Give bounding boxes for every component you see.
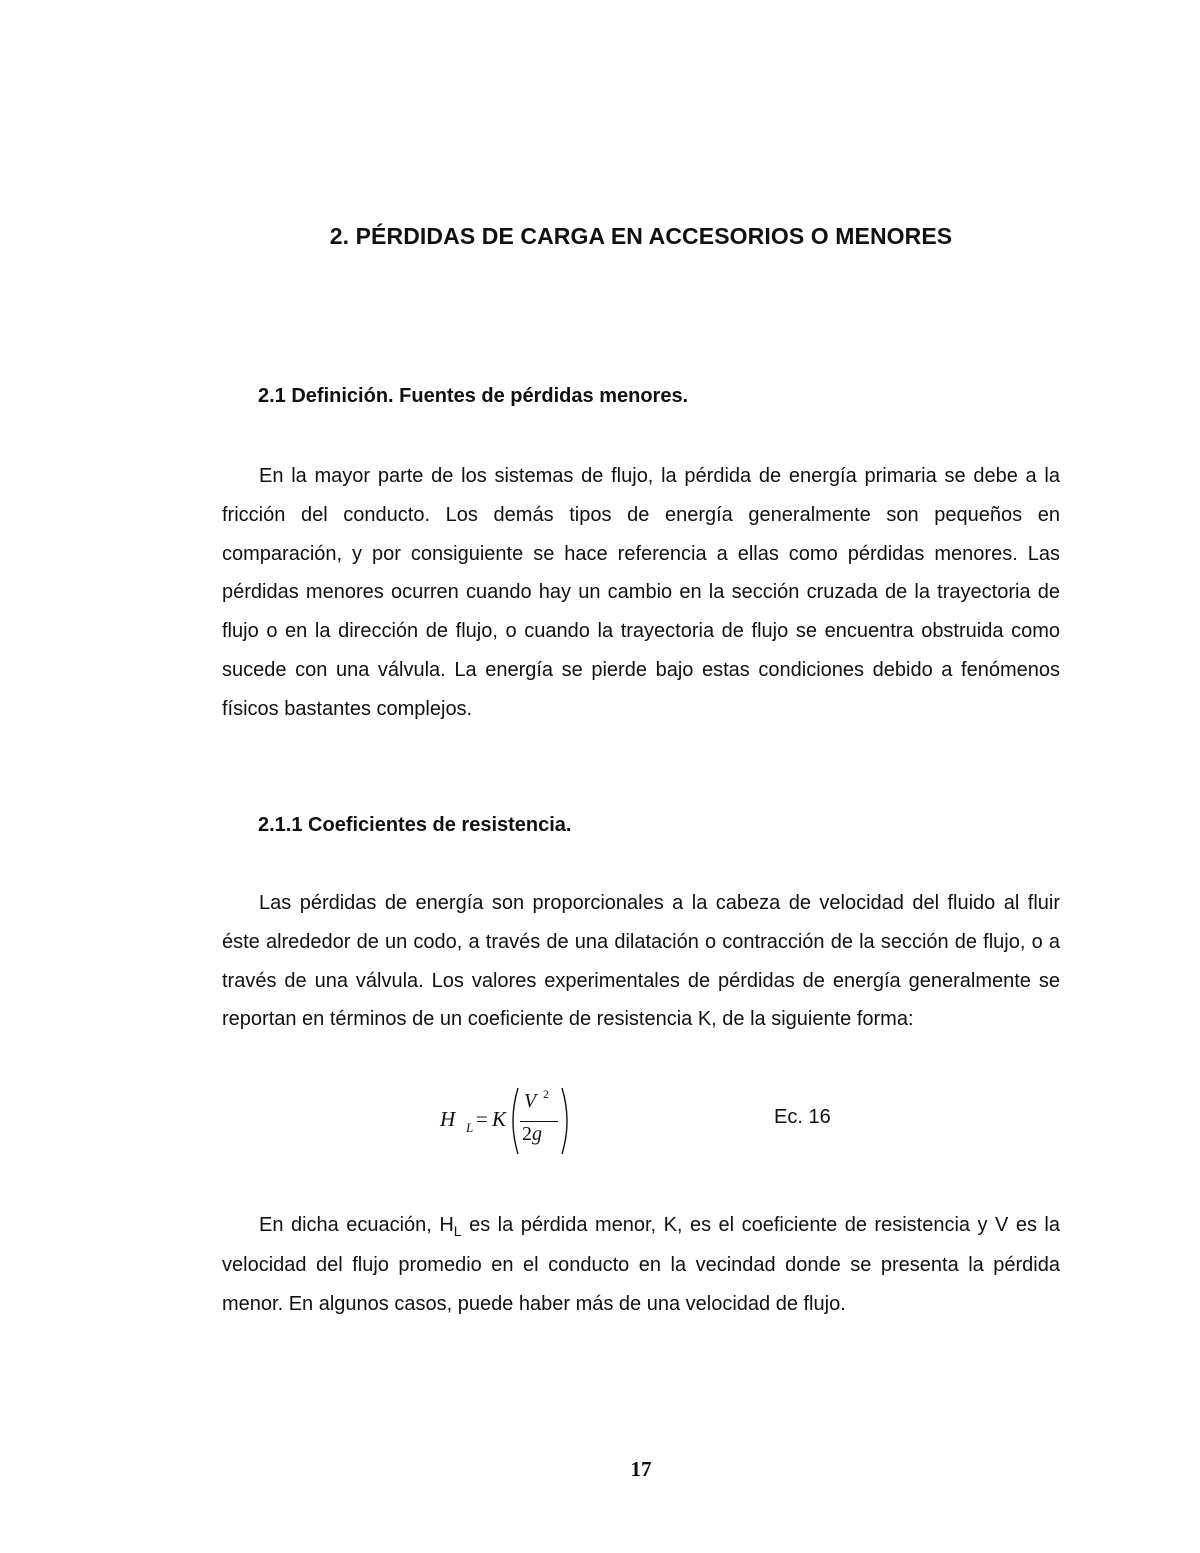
paragraph-definition [222, 457, 1060, 729]
equation-denominator-two: 2 [522, 1123, 532, 1145]
equation-numerator-exponent: 2 [543, 1087, 549, 1101]
paragraph-equation-explanation [222, 1206, 1060, 1323]
right-parenthesis-icon [560, 1086, 574, 1156]
equation-label: Ec. 16 [774, 1106, 831, 1128]
section-heading-2-1: 2.1 Definición. Fuentes de pérdidas menores. [258, 385, 689, 407]
equation-equals-sign: = [476, 1107, 488, 1131]
paragraph-definition-text: En la mayor parte de los sistemas de flujo, la pérdida de energía primaria se debe a la fricción del conducto. Los demás tipos de energía generalmente son pequeños en comparación, y por consiguiente se hace referencia a ellas como pérdidas menores. Las pérdidas menores ocurren cuando hay un cambio en la sección cruzada de la trayectoria de flujo o en la dirección de flujo, o cuando la trayectoria de flujo se encuentra obstruida como sucede con una válvula. La energía se pierde bajo estas condiciones debido a fenómenos físicos bastantes complejos. [222, 465, 1060, 720]
page-number: 17 [630, 1457, 652, 1481]
equation-head-loss-subscript: L [466, 1120, 474, 1135]
equation-fraction-bar [520, 1121, 558, 1122]
equation-numerator-velocity: V [524, 1090, 537, 1112]
equation-denominator [522, 1123, 542, 1146]
paragraph-coefficients [222, 884, 1060, 1039]
section-heading-2-1-1: 2.1.1 Coeficientes de resistencia. [258, 814, 572, 836]
equation-coefficient-k: K [492, 1107, 507, 1131]
paragraph-explanation-part1: En dicha ecuación, H [259, 1214, 454, 1236]
equation-head-loss-symbol: H [440, 1107, 456, 1131]
paragraph-explanation-subscript: L [453, 1223, 462, 1239]
paragraph-coefficients-text: Las pérdidas de energía son proporcionales a la cabeza de velocidad del fluido al fluir éste alrededor de un codo, a través de una dilatación o contracción de la sección de flujo, o a través de una válvula. Los valores experimentales de pérdidas de energía generalmente se reportan en términos de un coeficiente de resistencia K, de la siguiente forma: [222, 892, 1060, 1031]
chapter-title: 2. PÉRDIDAS DE CARGA EN ACCESORIOS O MENORES [329, 223, 953, 249]
equation-16 [438, 1086, 578, 1158]
left-parenthesis-icon [506, 1086, 520, 1156]
equation-denominator-gravity: g [532, 1123, 542, 1145]
paragraph-explanation-part2: es la pérdida menor, K, es el coeficiente de resistencia y V es la velocidad del flujo promedio en el conducto en la vecindad donde se presenta la pérdida menor. En algunos casos, puede haber más de una velocidad de flujo. [222, 1214, 1060, 1315]
